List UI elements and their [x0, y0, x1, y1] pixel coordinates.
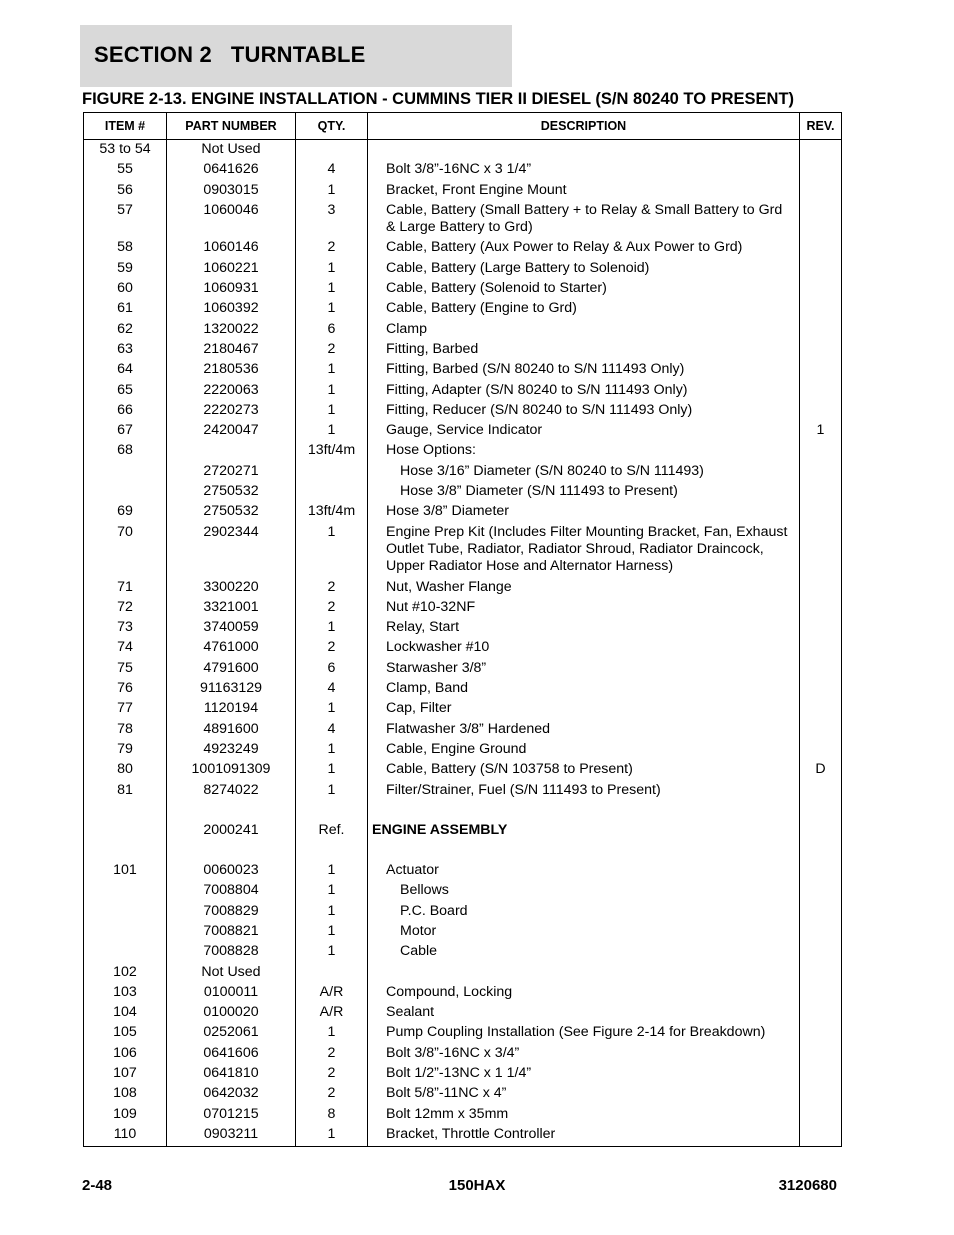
table-row [84, 820, 842, 840]
table-row [84, 522, 842, 577]
rev-cell [800, 200, 842, 238]
description-cell [368, 962, 800, 982]
qty-cell: 2 [296, 638, 368, 658]
footer-page-number: 2-48 [82, 1177, 113, 1194]
part-number-cell: 2750532 [167, 482, 296, 502]
rev-cell [800, 1023, 842, 1043]
item-cell: 66 [84, 400, 167, 420]
qty-cell: A/R [296, 1003, 368, 1023]
item-cell [84, 800, 167, 820]
rev-cell [800, 699, 842, 719]
qty-cell: 13ft/4m [296, 441, 368, 461]
parts-table [83, 112, 842, 1147]
description-cell: Gauge, Service Indicator [368, 421, 800, 441]
rev-cell [800, 461, 842, 481]
qty-cell: 1 [296, 861, 368, 881]
footer-model: 150HAX [448, 1177, 506, 1194]
rev-cell [800, 441, 842, 461]
description-cell: Nut, Washer Flange [368, 577, 800, 597]
description-cell: P.C. Board [368, 901, 800, 921]
table-row [84, 380, 842, 400]
header-rev: REV. [800, 113, 842, 140]
rev-cell [800, 1104, 842, 1124]
rev-cell [800, 921, 842, 941]
rev-cell [800, 982, 842, 1002]
item-cell [84, 881, 167, 901]
part-number-cell: 0903211 [167, 1124, 296, 1146]
rev-cell [800, 679, 842, 699]
table-row [84, 160, 842, 180]
item-cell [84, 482, 167, 502]
part-number-cell: 0252061 [167, 1023, 296, 1043]
rev-cell [800, 502, 842, 522]
item-cell: 109 [84, 1104, 167, 1124]
part-number-cell: 4761000 [167, 638, 296, 658]
part-number-cell: 2220063 [167, 380, 296, 400]
part-number-cell: 0641606 [167, 1043, 296, 1063]
qty-cell: 1 [296, 400, 368, 420]
qty-cell: 3 [296, 200, 368, 238]
item-cell [84, 921, 167, 941]
description-cell: Bellows [368, 881, 800, 901]
description-cell: Bolt 3/8”-16NC x 3/4” [368, 1043, 800, 1063]
description-cell: Bracket, Front Engine Mount [368, 180, 800, 200]
part-number-cell: 0903015 [167, 180, 296, 200]
table-row [84, 1124, 842, 1146]
item-cell [84, 841, 167, 861]
part-number-cell: 7008804 [167, 881, 296, 901]
description-cell: Clamp [368, 319, 800, 339]
description-cell: Cap, Filter [368, 699, 800, 719]
table-row [84, 881, 842, 901]
rev-cell [800, 160, 842, 180]
table-row [84, 901, 842, 921]
qty-cell [296, 841, 368, 861]
rev-cell [800, 140, 842, 160]
item-cell: 68 [84, 441, 167, 461]
description-cell: Engine Prep Kit (Includes Filter Mounting Bracket, Fan, Exhaust Outlet Tube, Radiator, Radiator Shroud, Radiator Draincock, Upper Radiator Hose and Alternator Harness) [368, 522, 800, 577]
qty-cell [296, 140, 368, 160]
table-row [84, 618, 842, 638]
qty-cell: 8 [296, 1104, 368, 1124]
part-number-cell: 1001091309 [167, 760, 296, 780]
part-number-cell: 0100020 [167, 1003, 296, 1023]
qty-cell: 2 [296, 238, 368, 258]
description-cell: Starwasher 3/8” [368, 658, 800, 678]
item-cell: 106 [84, 1043, 167, 1063]
qty-cell: 1 [296, 421, 368, 441]
description-cell: Cable, Battery (Large Battery to Solenoid) [368, 258, 800, 278]
item-cell: 75 [84, 658, 167, 678]
part-number-cell: 2902344 [167, 522, 296, 577]
item-cell: 79 [84, 739, 167, 759]
qty-cell: Ref. [296, 820, 368, 840]
item-cell: 110 [84, 1124, 167, 1146]
item-cell: 105 [84, 1023, 167, 1043]
rev-cell [800, 739, 842, 759]
header-qty: QTY. [296, 113, 368, 140]
qty-cell: A/R [296, 982, 368, 1002]
qty-cell [296, 461, 368, 481]
table-row [84, 780, 842, 800]
table-header-row [84, 113, 842, 140]
table-row [84, 982, 842, 1002]
part-number-cell: 2720271 [167, 461, 296, 481]
rev-cell [800, 901, 842, 921]
table-row [84, 861, 842, 881]
part-number-cell: 3740059 [167, 618, 296, 638]
qty-cell: 1 [296, 699, 368, 719]
description-cell: Fitting, Barbed [368, 339, 800, 359]
item-cell: 101 [84, 861, 167, 881]
table-row [84, 719, 842, 739]
table-row [84, 760, 842, 780]
qty-cell: 1 [296, 258, 368, 278]
table-row [84, 1043, 842, 1063]
part-number-cell: 2000241 [167, 820, 296, 840]
table-row [84, 258, 842, 278]
item-cell: 59 [84, 258, 167, 278]
part-number-cell: 2750532 [167, 502, 296, 522]
qty-cell: 13ft/4m [296, 502, 368, 522]
part-number-cell: 1060392 [167, 299, 296, 319]
description-cell: Cable, Battery (Engine to Grd) [368, 299, 800, 319]
table-row [84, 638, 842, 658]
part-number-cell: 7008829 [167, 901, 296, 921]
item-cell: 71 [84, 577, 167, 597]
table-row [84, 200, 842, 238]
table-row [84, 299, 842, 319]
part-number-cell: 4791600 [167, 658, 296, 678]
table-row [84, 1003, 842, 1023]
part-number-cell: 0060023 [167, 861, 296, 881]
table-row [84, 962, 842, 982]
qty-cell: 4 [296, 160, 368, 180]
qty-cell: 6 [296, 658, 368, 678]
description-cell: Bolt 5/8”-11NC x 4” [368, 1084, 800, 1104]
rev-cell: 1 [800, 421, 842, 441]
rev-cell [800, 258, 842, 278]
table-row [84, 1084, 842, 1104]
rev-cell [800, 861, 842, 881]
part-number-cell: Not Used [167, 962, 296, 982]
rev-cell [800, 400, 842, 420]
table-row [84, 739, 842, 759]
item-cell: 80 [84, 760, 167, 780]
item-cell: 108 [84, 1084, 167, 1104]
item-cell: 69 [84, 502, 167, 522]
item-cell: 73 [84, 618, 167, 638]
description-cell: Fitting, Barbed (S/N 80240 to S/N 111493 Only) [368, 360, 800, 380]
part-number-cell: 1320022 [167, 319, 296, 339]
rev-cell [800, 597, 842, 617]
rev-cell [800, 360, 842, 380]
description-cell: Sealant [368, 1003, 800, 1023]
item-cell: 53 to 54 [84, 140, 167, 160]
description-cell: Bracket, Throttle Controller [368, 1124, 800, 1146]
part-number-cell: 91163129 [167, 679, 296, 699]
rev-cell [800, 618, 842, 638]
item-cell: 77 [84, 699, 167, 719]
table-row [84, 841, 842, 861]
table-row [84, 360, 842, 380]
description-cell: Cable, Battery (S/N 103758 to Present) [368, 760, 800, 780]
rev-cell [800, 1064, 842, 1084]
part-number-cell: 1060046 [167, 200, 296, 238]
description-cell: Actuator [368, 861, 800, 881]
qty-cell: 1 [296, 881, 368, 901]
qty-cell: 1 [296, 901, 368, 921]
item-cell: 103 [84, 982, 167, 1002]
item-cell: 70 [84, 522, 167, 577]
description-cell: Cable, Battery (Small Battery + to Relay & Small Battery to Grd & Large Battery to Grd) [368, 200, 800, 238]
description-cell: Fitting, Reducer (S/N 80240 to S/N 111493 Only) [368, 400, 800, 420]
part-number-cell: 2420047 [167, 421, 296, 441]
rev-cell [800, 380, 842, 400]
table-row [84, 699, 842, 719]
qty-cell [296, 800, 368, 820]
rev-cell: D [800, 760, 842, 780]
item-cell: 76 [84, 679, 167, 699]
description-cell: Filter/Strainer, Fuel (S/N 111493 to Present) [368, 780, 800, 800]
qty-cell: 2 [296, 339, 368, 359]
rev-cell [800, 841, 842, 861]
description-cell: Lockwasher #10 [368, 638, 800, 658]
rev-cell [800, 339, 842, 359]
qty-cell: 2 [296, 597, 368, 617]
item-cell: 107 [84, 1064, 167, 1084]
item-cell: 62 [84, 319, 167, 339]
qty-cell: 2 [296, 1084, 368, 1104]
table-row [84, 597, 842, 617]
part-number-cell [167, 441, 296, 461]
qty-cell: 1 [296, 739, 368, 759]
part-number-cell: 3300220 [167, 577, 296, 597]
rev-cell [800, 658, 842, 678]
part-number-cell [167, 841, 296, 861]
description-cell: Cable, Battery (Solenoid to Starter) [368, 279, 800, 299]
part-number-cell: 1060221 [167, 258, 296, 278]
item-cell: 65 [84, 380, 167, 400]
description-cell: Cable [368, 942, 800, 962]
table-row [84, 942, 842, 962]
item-cell: 58 [84, 238, 167, 258]
description-cell: Pump Coupling Installation (See Figure 2-14 for Breakdown) [368, 1023, 800, 1043]
description-cell: ENGINE ASSEMBLY [368, 820, 800, 840]
part-number-cell: 7008828 [167, 942, 296, 962]
part-number-cell: 3321001 [167, 597, 296, 617]
part-number-cell: 0641810 [167, 1064, 296, 1084]
rev-cell [800, 881, 842, 901]
item-cell: 72 [84, 597, 167, 617]
table-row [84, 1023, 842, 1043]
qty-cell: 2 [296, 1064, 368, 1084]
item-cell: 60 [84, 279, 167, 299]
qty-cell: 1 [296, 618, 368, 638]
table-row [84, 400, 842, 420]
rev-cell [800, 962, 842, 982]
rev-cell [800, 577, 842, 597]
description-cell: Bolt 12mm x 35mm [368, 1104, 800, 1124]
table-row [84, 679, 842, 699]
item-cell [84, 942, 167, 962]
description-cell: Flatwasher 3/8” Hardened [368, 719, 800, 739]
rev-cell [800, 522, 842, 577]
qty-cell: 1 [296, 1124, 368, 1146]
part-number-cell: 2180467 [167, 339, 296, 359]
table-row [84, 339, 842, 359]
item-cell: 57 [84, 200, 167, 238]
rev-cell [800, 780, 842, 800]
table-row [84, 238, 842, 258]
qty-cell: 4 [296, 679, 368, 699]
item-cell: 67 [84, 421, 167, 441]
qty-cell: 1 [296, 380, 368, 400]
item-cell: 56 [84, 180, 167, 200]
rev-cell [800, 319, 842, 339]
part-number-cell: Not Used [167, 140, 296, 160]
part-number-cell: 2180536 [167, 360, 296, 380]
part-number-cell: 0641626 [167, 160, 296, 180]
item-cell: 104 [84, 1003, 167, 1023]
part-number-cell: 0642032 [167, 1084, 296, 1104]
table-row [84, 658, 842, 678]
qty-cell: 2 [296, 1043, 368, 1063]
description-cell: Motor [368, 921, 800, 941]
table-row [84, 1064, 842, 1084]
rev-cell [800, 1043, 842, 1063]
part-number-cell: 8274022 [167, 780, 296, 800]
part-number-cell: 2220273 [167, 400, 296, 420]
part-number-cell: 4923249 [167, 739, 296, 759]
item-cell: 55 [84, 160, 167, 180]
item-cell: 74 [84, 638, 167, 658]
table-row [84, 577, 842, 597]
parts-table-body [84, 140, 842, 1147]
qty-cell: 1 [296, 760, 368, 780]
table-row [84, 461, 842, 481]
item-cell [84, 901, 167, 921]
header-item: ITEM # [84, 113, 167, 140]
description-cell: Relay, Start [368, 618, 800, 638]
description-cell: Cable, Engine Ground [368, 739, 800, 759]
qty-cell: 2 [296, 577, 368, 597]
description-cell: Clamp, Band [368, 679, 800, 699]
item-cell: 63 [84, 339, 167, 359]
header-description: DESCRIPTION [368, 113, 800, 140]
description-cell: Nut #10-32NF [368, 597, 800, 617]
description-cell [368, 140, 800, 160]
table-row [84, 180, 842, 200]
section-title: SECTION 2 TURNTABLE [94, 42, 366, 67]
rev-cell [800, 800, 842, 820]
rev-cell [800, 638, 842, 658]
table-row [84, 502, 842, 522]
table-row [84, 482, 842, 502]
figure-title: FIGURE 2-13. ENGINE INSTALLATION - CUMMINS TIER II DIESEL (S/N 80240 TO PRESENT) [82, 90, 795, 108]
part-number-cell: 4891600 [167, 719, 296, 739]
rev-cell [800, 1003, 842, 1023]
qty-cell: 1 [296, 522, 368, 577]
qty-cell: 1 [296, 180, 368, 200]
part-number-cell [167, 800, 296, 820]
rev-cell [800, 279, 842, 299]
table-row [84, 421, 842, 441]
table-row [84, 921, 842, 941]
item-cell: 61 [84, 299, 167, 319]
rev-cell [800, 1124, 842, 1146]
qty-cell [296, 482, 368, 502]
description-cell: Hose 3/16” Diameter (S/N 80240 to S/N 111493) [368, 461, 800, 481]
item-cell: 81 [84, 780, 167, 800]
qty-cell: 1 [296, 1023, 368, 1043]
qty-cell: 1 [296, 299, 368, 319]
qty-cell: 1 [296, 942, 368, 962]
footer-doc-number: 3120680 [778, 1177, 837, 1194]
table-row [84, 319, 842, 339]
table-row [84, 140, 842, 160]
description-cell: Hose 3/8” Diameter (S/N 111493 to Present) [368, 482, 800, 502]
section-banner [80, 25, 512, 87]
table-row [84, 1104, 842, 1124]
item-cell: 64 [84, 360, 167, 380]
part-number-cell: 7008821 [167, 921, 296, 941]
description-cell: Bolt 1/2”-13NC x 1 1/4” [368, 1064, 800, 1084]
rev-cell [800, 1084, 842, 1104]
header-part-number: PART NUMBER [167, 113, 296, 140]
part-number-cell: 0100011 [167, 982, 296, 1002]
rev-cell [800, 942, 842, 962]
qty-cell: 6 [296, 319, 368, 339]
description-cell: Hose 3/8” Diameter [368, 502, 800, 522]
qty-cell: 1 [296, 360, 368, 380]
description-cell: Bolt 3/8”-16NC x 3 1/4” [368, 160, 800, 180]
rev-cell [800, 238, 842, 258]
item-cell [84, 461, 167, 481]
rev-cell [800, 482, 842, 502]
rev-cell [800, 180, 842, 200]
item-cell: 102 [84, 962, 167, 982]
qty-cell: 1 [296, 279, 368, 299]
table-row [84, 441, 842, 461]
description-cell [368, 841, 800, 861]
qty-cell: 4 [296, 719, 368, 739]
part-number-cell: 1060931 [167, 279, 296, 299]
item-cell: 78 [84, 719, 167, 739]
part-number-cell: 1060146 [167, 238, 296, 258]
description-cell: Compound, Locking [368, 982, 800, 1002]
part-number-cell: 1120194 [167, 699, 296, 719]
rev-cell [800, 299, 842, 319]
description-cell: Hose Options: [368, 441, 800, 461]
table-row [84, 800, 842, 820]
qty-cell: 1 [296, 921, 368, 941]
qty-cell [296, 962, 368, 982]
description-cell [368, 800, 800, 820]
rev-cell [800, 719, 842, 739]
table-row [84, 279, 842, 299]
description-cell: Fitting, Adapter (S/N 80240 to S/N 111493 Only) [368, 380, 800, 400]
rev-cell [800, 820, 842, 840]
item-cell [84, 820, 167, 840]
qty-cell: 1 [296, 780, 368, 800]
part-number-cell: 0701215 [167, 1104, 296, 1124]
description-cell: Cable, Battery (Aux Power to Relay & Aux Power to Grd) [368, 238, 800, 258]
